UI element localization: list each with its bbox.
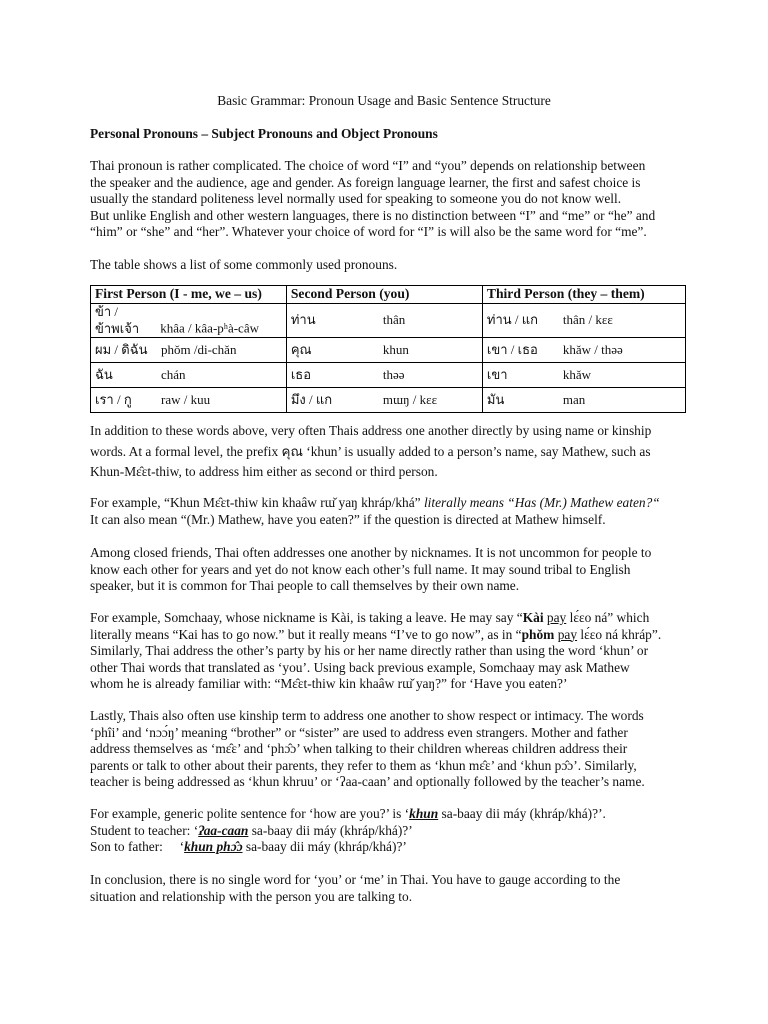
paragraph-line: address themselves as ‘mɛ̂ɛ’ and ‘phɔ̂ɔ’ when talking to their children whereas children address their — [90, 741, 628, 756]
thai-word: เรา / กู — [95, 391, 132, 407]
table-cell — [482, 304, 685, 338]
romanization: thân / kɛɛ — [562, 312, 613, 328]
intro-line: usually the standard politeness level normally used for speaking to someone you do not know well. — [90, 191, 622, 206]
table-cell — [91, 388, 287, 413]
romanization: khǎw / thəə — [562, 341, 623, 357]
paragraph-line: Student to teacher: ‘ʔaa-caan sa-baay dii máy (khráp/khá)?’ — [90, 822, 413, 838]
thai-word: เธอ — [290, 366, 312, 382]
paragraph-line: know each other for years and yet do not know each other’s full name. It may sound tribal to English — [90, 561, 631, 577]
pronoun-table — [90, 285, 686, 413]
romanization: khǎw — [562, 366, 592, 382]
conclusion-paragraph — [90, 872, 690, 905]
intro-paragraph — [90, 158, 690, 241]
thai-word: ท่าน / แก — [486, 312, 539, 328]
paragraph-line: teacher is being addressed as ‘khun khruu’ or ‘ʔaa-caan’ and optionally followed by the teacher’s name. — [90, 774, 645, 789]
table-row — [91, 338, 686, 363]
table-cell — [286, 388, 482, 413]
romanization: khâa / kâa-pʰà-câw — [160, 320, 259, 336]
paragraph-line: situation and relationship with the person you are talking to. — [90, 888, 413, 904]
kinship-paragraph — [90, 423, 690, 481]
table-cell — [286, 338, 482, 363]
romanization: khun — [382, 341, 409, 357]
header-third-person: Third Person (they – them) — [482, 286, 685, 304]
table-row — [91, 363, 686, 388]
romanization: phǒm /di-chǎn — [161, 341, 237, 357]
paragraph-line: For example, “Khun Mɛ̂ɛt-thiw kin khaâw rɯ̌ yaŋ khráp/khá” literally means “Has (Mr.) Mathew eaten?“ — [90, 495, 660, 510]
paragraph-line: It can also mean “(Mr.) Mathew, have you eaten?” if the question is directed at Mathew himself. — [90, 511, 606, 527]
paragraph-line: other Thai words that translated as ‘you’. Using back previous example, Somchaay may ask Mathew — [90, 659, 630, 675]
nicknames-paragraph — [90, 545, 690, 595]
header-second-person: Second Person (you) — [286, 286, 482, 304]
intro-line: Thai pronoun is rather complicated. The choice of word “I” and “you” depends on relationship between — [90, 158, 646, 173]
example-paragraph-2 — [90, 610, 690, 693]
intro-line: But unlike English and other western languages, there is no distinction between “I” and “me” or “he” and — [90, 207, 656, 223]
romanization: thəə — [382, 366, 405, 382]
paragraph-line: literally means “Kai has to go now.” but it really means “I’ve to go now”, as in “phǒm pay lɛ́ɛo ná khráp”. — [90, 626, 662, 642]
table-intro: The table shows a list of some commonly used pronouns. — [90, 257, 398, 272]
romanization: raw / kuu — [161, 391, 211, 407]
paragraph-line: For example, Somchaay, whose nickname is Kài, is taking a leave. He may say “Kài pay lɛ́ɛo ná” which — [90, 610, 650, 625]
intro-line: “him” or “she” and “her”. Whatever your choice of word for “I” is will also be the same word for “me”. — [90, 224, 647, 239]
paragraph-line: parents or talk to other about their parents, they refer to them as ‘khun mɛ̂ɛ’ and ‘khun pɔ̂ɔ’. Similarly, — [90, 757, 637, 773]
table-cell — [482, 388, 685, 413]
table-cell — [286, 304, 482, 338]
intro-line: the speaker and the audience, age and gender. As foreign language learner, the first and safest choice is — [90, 174, 641, 190]
romanization: thân — [382, 312, 406, 328]
romanization: mɯŋ / kɛɛ — [382, 391, 438, 407]
table-cell — [91, 304, 287, 338]
thai-word: คุณ — [290, 341, 312, 357]
paragraph-line: whom he is already familiar with: “Mɛ̂ɛt-thiw kin khaâw rɯ̌ yaŋ?” for ‘Have you eaten?’ — [90, 676, 568, 691]
table-cell — [482, 363, 685, 388]
example-paragraph-1 — [90, 495, 690, 528]
romanization: man — [562, 391, 586, 407]
paragraph-line: In addition to these words above, very often Thais address one another directly by using name or kinship — [90, 423, 652, 438]
table-header-row — [91, 286, 686, 304]
paragraph-line: For example, generic polite sentence for ‘how are you?’ is ‘khun sa-baay dii máy (khráp/khá)?’. — [90, 806, 606, 821]
paragraph-line: Similarly, Thai address the other’s party by his or her name directly rather than using the word ‘khun’ or — [90, 643, 649, 658]
example-paragraph-3 — [90, 806, 690, 856]
paragraph-line: In conclusion, there is no single word for ‘you’ or ‘me’ in Thai. You have to gauge according to the — [90, 872, 621, 887]
thai-word: มึง / แก — [290, 391, 333, 407]
paragraph-line: Among closed friends, Thai often addresses one another by nicknames. It is not uncommon for people to — [90, 545, 652, 560]
thai-word: ท่าน — [290, 312, 316, 328]
table-cell — [91, 338, 287, 363]
paragraph-line: Lastly, Thais also often use kinship term to address one another to show respect or intimacy. The words — [90, 708, 644, 723]
document-title: Basic Grammar: Pronoun Usage and Basic Sentence Structure — [217, 93, 551, 108]
thai-word: ฉัน — [95, 366, 113, 382]
table-cell — [91, 363, 287, 388]
thai-word: เขา / เธอ — [486, 341, 538, 357]
section-heading: Personal Pronouns – Subject Pronouns and Object Pronouns — [90, 126, 438, 141]
thai-word: ผม / ดิฉัน — [95, 341, 148, 357]
table-cell — [482, 338, 685, 363]
table-row — [91, 304, 686, 338]
thai-word: เขา — [486, 366, 508, 382]
paragraph-line: Son to father: ‘khun phɔ̂ɔ sa-baay dii máy (khráp/khá)?’ — [90, 839, 407, 854]
paragraph-line: ‘phîi’ and ‘nɔɔ́ŋ’ meaning “brother” or “sister” are used to address even strangers. Mother and father — [90, 724, 628, 740]
paragraph-line: words. At a formal level, the prefix คุณ ‘khun’ is usually added to a person’s name, say Mathew, such as — [90, 443, 651, 459]
thai-word: มัน — [486, 391, 505, 407]
table-cell — [286, 363, 482, 388]
header-first-person: First Person (I - me, we – us) — [91, 286, 287, 304]
paragraph-line: Khun-Mɛ̂ɛt-thiw, to address him either as second or third person. — [90, 464, 438, 479]
romanization: chán — [161, 366, 186, 382]
paragraph-line: speaker, but it is common for Thai people to call themselves by their own name. — [90, 578, 520, 593]
table-row — [91, 388, 686, 413]
thai-word: ข้า / ข้าพเจ้า — [95, 304, 140, 336]
lastly-paragraph — [90, 708, 690, 791]
